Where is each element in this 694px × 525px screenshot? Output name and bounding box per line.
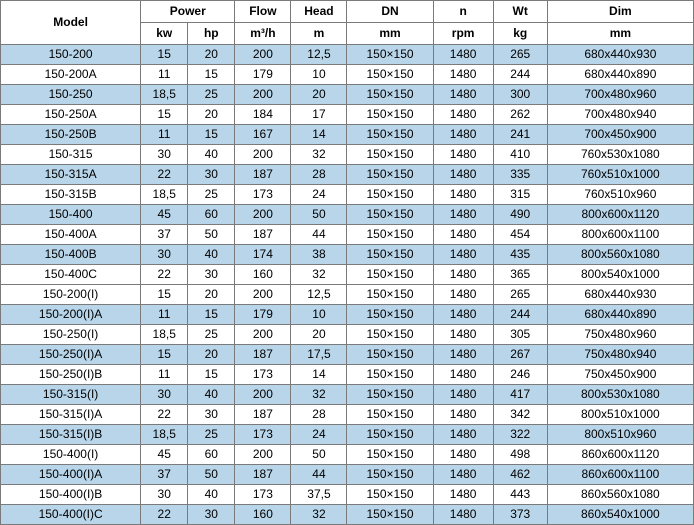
unit-header-hp: hp: [188, 23, 235, 45]
cell-dn: 150×150: [347, 145, 433, 165]
cell-kw: 30: [141, 245, 188, 265]
cell-model: 150-400C: [1, 265, 141, 285]
cell-model: 150-200A: [1, 65, 141, 85]
cell-wt: 244: [493, 65, 547, 85]
cell-dn: 150×150: [347, 325, 433, 345]
cell-hp: 20: [188, 105, 235, 125]
cell-kw: 11: [141, 305, 188, 325]
table-row: [1, 405, 694, 425]
table-row: [1, 445, 694, 465]
cell-n: 1480: [433, 65, 493, 85]
cell-kw: 37: [141, 225, 188, 245]
column-header-dn: DN: [347, 1, 433, 23]
cell-head: 50: [291, 205, 347, 225]
table-row: [1, 225, 694, 245]
cell-dim: 700x480x960: [547, 85, 693, 105]
cell-flow: 173: [235, 425, 291, 445]
cell-n: 1480: [433, 425, 493, 445]
cell-n: 1480: [433, 285, 493, 305]
cell-n: 1480: [433, 265, 493, 285]
cell-hp: 20: [188, 285, 235, 305]
cell-dim: 700x450x900: [547, 125, 693, 145]
table-row: [1, 385, 694, 405]
cell-dim: 700x480x940: [547, 105, 693, 125]
cell-dn: 150×150: [347, 85, 433, 105]
cell-model: 150-315(I): [1, 385, 141, 405]
cell-model: 150-400(I)C: [1, 505, 141, 525]
cell-model: 150-315(I)A: [1, 405, 141, 425]
cell-head: 44: [291, 225, 347, 245]
cell-n: 1480: [433, 485, 493, 505]
table-row: [1, 325, 694, 345]
cell-flow: 179: [235, 65, 291, 85]
cell-hp: 15: [188, 365, 235, 385]
cell-n: 1480: [433, 165, 493, 185]
cell-flow: 200: [235, 445, 291, 465]
cell-dn: 150×150: [347, 505, 433, 525]
cell-head: 20: [291, 325, 347, 345]
table-row: [1, 285, 694, 305]
cell-model: 150-400(I)A: [1, 465, 141, 485]
cell-n: 1480: [433, 405, 493, 425]
cell-wt: 305: [493, 325, 547, 345]
cell-kw: 18,5: [141, 185, 188, 205]
cell-dim: 800x600x1120: [547, 205, 693, 225]
table-row: [1, 425, 694, 445]
cell-wt: 246: [493, 365, 547, 385]
cell-dn: 150×150: [347, 465, 433, 485]
cell-dim: 860x600x1120: [547, 445, 693, 465]
cell-flow: 187: [235, 345, 291, 365]
cell-dim: 750x480x940: [547, 345, 693, 365]
cell-n: 1480: [433, 125, 493, 145]
cell-n: 1480: [433, 45, 493, 65]
cell-dim: 760x530x1080: [547, 145, 693, 165]
cell-wt: 315: [493, 185, 547, 205]
cell-model: 150-200(I)A: [1, 305, 141, 325]
cell-wt: 435: [493, 245, 547, 265]
cell-flow: 187: [235, 465, 291, 485]
table-row: [1, 65, 694, 85]
cell-head: 37,5: [291, 485, 347, 505]
cell-head: 20: [291, 85, 347, 105]
cell-head: 44: [291, 465, 347, 485]
cell-flow: 200: [235, 285, 291, 305]
cell-wt: 262: [493, 105, 547, 125]
cell-n: 1480: [433, 145, 493, 165]
cell-flow: 200: [235, 325, 291, 345]
cell-head: 14: [291, 365, 347, 385]
cell-dn: 150×150: [347, 105, 433, 125]
column-header-power: Power: [141, 1, 235, 23]
cell-flow: 160: [235, 265, 291, 285]
cell-wt: 417: [493, 385, 547, 405]
cell-dn: 150×150: [347, 425, 433, 445]
cell-n: 1480: [433, 365, 493, 385]
cell-model: 150-315: [1, 145, 141, 165]
cell-hp: 50: [188, 225, 235, 245]
cell-dim: 860x540x1000: [547, 505, 693, 525]
cell-head: 32: [291, 145, 347, 165]
cell-hp: 20: [188, 345, 235, 365]
cell-hp: 15: [188, 65, 235, 85]
cell-hp: 40: [188, 385, 235, 405]
cell-head: 32: [291, 505, 347, 525]
cell-n: 1480: [433, 325, 493, 345]
cell-flow: 160: [235, 505, 291, 525]
column-header-wt: Wt: [493, 1, 547, 23]
cell-dim: 800x530x1080: [547, 385, 693, 405]
table-row: [1, 125, 694, 145]
cell-dim: 680x440x930: [547, 285, 693, 305]
cell-kw: 18,5: [141, 85, 188, 105]
cell-dn: 150×150: [347, 205, 433, 225]
cell-dn: 150×150: [347, 485, 433, 505]
cell-model: 150-315(I)B: [1, 425, 141, 445]
cell-wt: 498: [493, 445, 547, 465]
table-row: [1, 485, 694, 505]
cell-wt: 265: [493, 285, 547, 305]
cell-kw: 45: [141, 205, 188, 225]
cell-dim: 800x510x960: [547, 425, 693, 445]
cell-model: 150-400A: [1, 225, 141, 245]
cell-hp: 30: [188, 505, 235, 525]
unit-header-head: m: [291, 23, 347, 45]
cell-model: 150-400(I)B: [1, 485, 141, 505]
cell-model: 150-250: [1, 85, 141, 105]
cell-model: 150-250(I)B: [1, 365, 141, 385]
cell-flow: 200: [235, 85, 291, 105]
cell-hp: 60: [188, 205, 235, 225]
cell-hp: 50: [188, 465, 235, 485]
cell-dim: 860x560x1080: [547, 485, 693, 505]
cell-dn: 150×150: [347, 125, 433, 145]
unit-header-dim: mm: [547, 23, 693, 45]
cell-flow: 187: [235, 405, 291, 425]
cell-head: 14: [291, 125, 347, 145]
cell-model: 150-315B: [1, 185, 141, 205]
cell-hp: 40: [188, 145, 235, 165]
cell-flow: 173: [235, 485, 291, 505]
cell-head: 10: [291, 65, 347, 85]
cell-kw: 15: [141, 105, 188, 125]
column-header-flow: Flow: [235, 1, 291, 23]
cell-wt: 410: [493, 145, 547, 165]
cell-kw: 22: [141, 265, 188, 285]
cell-kw: 30: [141, 145, 188, 165]
cell-hp: 40: [188, 245, 235, 265]
table-header: [1, 1, 694, 45]
cell-flow: 200: [235, 385, 291, 405]
cell-flow: 174: [235, 245, 291, 265]
cell-wt: 443: [493, 485, 547, 505]
cell-n: 1480: [433, 465, 493, 485]
cell-head: 12,5: [291, 45, 347, 65]
cell-hp: 15: [188, 125, 235, 145]
cell-flow: 200: [235, 205, 291, 225]
cell-wt: 490: [493, 205, 547, 225]
table-row: [1, 365, 694, 385]
cell-model: 150-200(I): [1, 285, 141, 305]
cell-head: 28: [291, 405, 347, 425]
cell-dn: 150×150: [347, 365, 433, 385]
cell-dn: 150×150: [347, 45, 433, 65]
table-row: [1, 345, 694, 365]
cell-flow: 187: [235, 165, 291, 185]
cell-flow: 184: [235, 105, 291, 125]
cell-hp: 40: [188, 485, 235, 505]
column-header-model: Model: [1, 1, 141, 45]
table-row: [1, 245, 694, 265]
table-row: [1, 45, 694, 65]
unit-header-wt: kg: [493, 23, 547, 45]
cell-n: 1480: [433, 505, 493, 525]
cell-head: 10: [291, 305, 347, 325]
cell-kw: 45: [141, 445, 188, 465]
cell-n: 1480: [433, 345, 493, 365]
cell-kw: 15: [141, 285, 188, 305]
cell-wt: 462: [493, 465, 547, 485]
cell-hp: 15: [188, 305, 235, 325]
column-header-head: Head: [291, 1, 347, 23]
unit-header-n: rpm: [433, 23, 493, 45]
cell-model: 150-315A: [1, 165, 141, 185]
cell-model: 150-250(I): [1, 325, 141, 345]
cell-model: 150-400(I): [1, 445, 141, 465]
cell-hp: 30: [188, 405, 235, 425]
cell-dim: 750x450x900: [547, 365, 693, 385]
cell-dn: 150×150: [347, 265, 433, 285]
cell-head: 24: [291, 185, 347, 205]
cell-hp: 30: [188, 265, 235, 285]
cell-flow: 179: [235, 305, 291, 325]
cell-hp: 25: [188, 185, 235, 205]
cell-hp: 25: [188, 85, 235, 105]
cell-kw: 11: [141, 125, 188, 145]
table-row: [1, 265, 694, 285]
cell-kw: 22: [141, 505, 188, 525]
cell-dim: 800x510x1000: [547, 405, 693, 425]
cell-kw: 15: [141, 345, 188, 365]
cell-head: 17: [291, 105, 347, 125]
cell-wt: 244: [493, 305, 547, 325]
table-row: [1, 465, 694, 485]
column-header-dim: Dim: [547, 1, 693, 23]
cell-wt: 241: [493, 125, 547, 145]
cell-wt: 265: [493, 45, 547, 65]
cell-dn: 150×150: [347, 245, 433, 265]
cell-dn: 150×150: [347, 445, 433, 465]
unit-header-dn: mm: [347, 23, 433, 45]
cell-head: 12,5: [291, 285, 347, 305]
cell-flow: 200: [235, 145, 291, 165]
cell-n: 1480: [433, 385, 493, 405]
cell-kw: 18,5: [141, 425, 188, 445]
cell-head: 32: [291, 265, 347, 285]
cell-dim: 800x540x1000: [547, 265, 693, 285]
cell-model: 150-250(I)A: [1, 345, 141, 365]
cell-wt: 365: [493, 265, 547, 285]
cell-model: 150-250A: [1, 105, 141, 125]
cell-n: 1480: [433, 185, 493, 205]
cell-n: 1480: [433, 105, 493, 125]
cell-head: 28: [291, 165, 347, 185]
cell-flow: 187: [235, 225, 291, 245]
cell-model: 150-250B: [1, 125, 141, 145]
cell-flow: 173: [235, 365, 291, 385]
unit-header-kw: kw: [141, 23, 188, 45]
cell-wt: 373: [493, 505, 547, 525]
cell-hp: 25: [188, 325, 235, 345]
cell-model: 150-400B: [1, 245, 141, 265]
cell-dn: 150×150: [347, 65, 433, 85]
cell-model: 150-200: [1, 45, 141, 65]
cell-wt: 322: [493, 425, 547, 445]
cell-kw: 30: [141, 485, 188, 505]
cell-dim: 760x510x960: [547, 185, 693, 205]
cell-kw: 22: [141, 165, 188, 185]
cell-kw: 37: [141, 465, 188, 485]
cell-wt: 454: [493, 225, 547, 245]
cell-model: 150-400: [1, 205, 141, 225]
table-row: [1, 145, 694, 165]
cell-head: 38: [291, 245, 347, 265]
cell-wt: 342: [493, 405, 547, 425]
cell-dim: 860x600x1100: [547, 465, 693, 485]
cell-n: 1480: [433, 205, 493, 225]
cell-kw: 18,5: [141, 325, 188, 345]
cell-dim: 760x510x1000: [547, 165, 693, 185]
cell-dim: 800x600x1100: [547, 225, 693, 245]
cell-head: 32: [291, 385, 347, 405]
table-row: [1, 85, 694, 105]
table-body: [1, 45, 694, 525]
cell-dn: 150×150: [347, 305, 433, 325]
cell-dn: 150×150: [347, 405, 433, 425]
cell-n: 1480: [433, 445, 493, 465]
cell-wt: 335: [493, 165, 547, 185]
table-row: [1, 305, 694, 325]
cell-flow: 200: [235, 45, 291, 65]
cell-kw: 22: [141, 405, 188, 425]
cell-kw: 15: [141, 45, 188, 65]
cell-kw: 11: [141, 365, 188, 385]
cell-head: 50: [291, 445, 347, 465]
cell-dim: 800x560x1080: [547, 245, 693, 265]
column-header-n: n: [433, 1, 493, 23]
cell-head: 17,5: [291, 345, 347, 365]
cell-hp: 60: [188, 445, 235, 465]
cell-wt: 300: [493, 85, 547, 105]
cell-hp: 30: [188, 165, 235, 185]
cell-flow: 167: [235, 125, 291, 145]
cell-n: 1480: [433, 245, 493, 265]
cell-dn: 150×150: [347, 165, 433, 185]
cell-dn: 150×150: [347, 385, 433, 405]
cell-hp: 25: [188, 425, 235, 445]
cell-dim: 750x480x960: [547, 325, 693, 345]
cell-dim: 680x440x890: [547, 65, 693, 85]
cell-dn: 150×150: [347, 345, 433, 365]
cell-dim: 680x440x890: [547, 305, 693, 325]
table-row: [1, 105, 694, 125]
cell-wt: 267: [493, 345, 547, 365]
cell-dn: 150×150: [347, 285, 433, 305]
table-row: [1, 185, 694, 205]
cell-n: 1480: [433, 225, 493, 245]
cell-head: 24: [291, 425, 347, 445]
cell-dn: 150×150: [347, 185, 433, 205]
cell-hp: 20: [188, 45, 235, 65]
cell-dim: 680x440x930: [547, 45, 693, 65]
cell-dn: 150×150: [347, 225, 433, 245]
unit-header-flow: m³/h: [235, 23, 291, 45]
table-row: [1, 165, 694, 185]
cell-flow: 173: [235, 185, 291, 205]
table-row: [1, 205, 694, 225]
table-row: [1, 505, 694, 525]
cell-n: 1480: [433, 305, 493, 325]
cell-n: 1480: [433, 85, 493, 105]
cell-kw: 11: [141, 65, 188, 85]
cell-kw: 30: [141, 385, 188, 405]
